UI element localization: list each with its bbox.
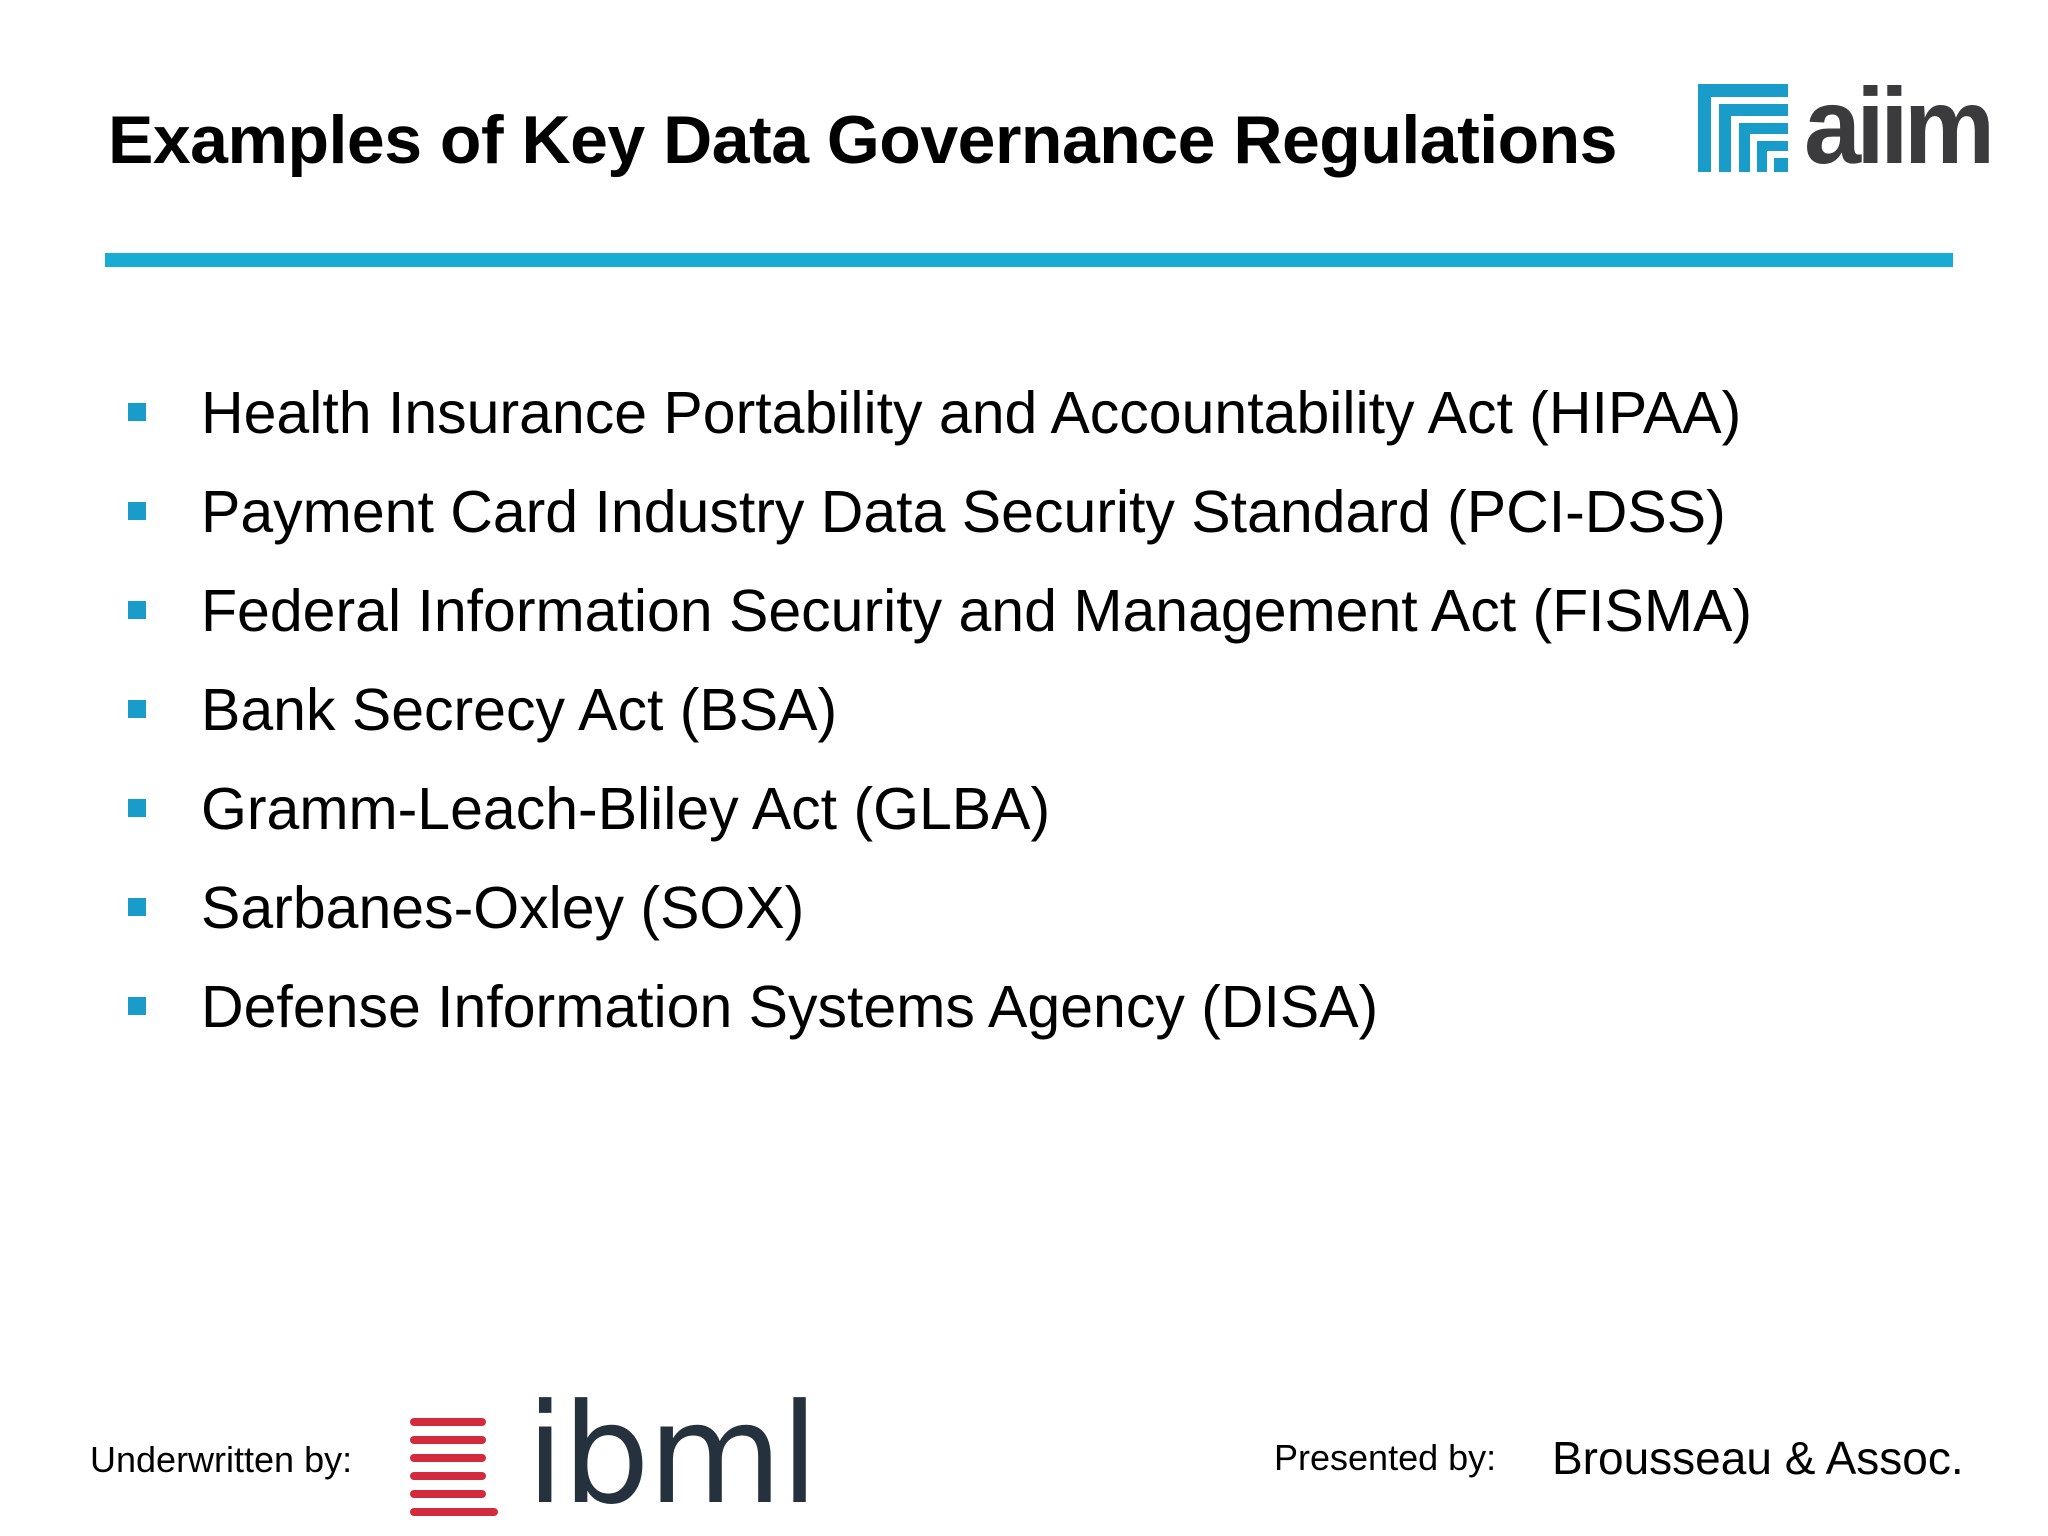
aiim-mark-icon	[1698, 84, 1788, 172]
list-item-text: Payment Card Industry Data Security Standard (PCI-DSS)	[201, 479, 1726, 545]
list-item-text: Federal Information Security and Management Act (FISMA)	[201, 578, 1753, 644]
presenter-name: Brousseau & Assoc.	[1552, 1432, 1964, 1484]
list-item-text: Gramm-Leach-Bliley Act (GLBA)	[201, 776, 1051, 842]
slide-title: Examples of Key Data Governance Regulations	[108, 102, 1617, 178]
list-item-text: Bank Secrecy Act (BSA)	[201, 677, 838, 743]
bullet-square-icon	[128, 700, 146, 718]
aiim-logo	[1698, 65, 1993, 186]
underwritten-label: Underwritten by:	[90, 1439, 353, 1480]
aiim-wordmark: aiim	[1804, 65, 1991, 186]
title-divider	[105, 253, 1953, 267]
bullet-square-icon	[128, 403, 146, 421]
bullet-square-icon	[128, 997, 146, 1015]
list-item-text: Health Insurance Portability and Accountability Act (HIPAA)	[201, 380, 1742, 446]
bullet-square-icon	[128, 502, 146, 520]
bullet-square-icon	[128, 601, 146, 619]
ibml-logo	[410, 1374, 817, 1535]
bullet-square-icon	[128, 898, 146, 916]
ibml-wordmark: ibml	[526, 1374, 817, 1535]
presented-label: Presented by:	[1274, 1437, 1497, 1478]
list-item-text: Sarbanes-Oxley (SOX)	[201, 875, 805, 941]
ibml-lines-icon	[410, 1418, 498, 1518]
list-item-text: Defense Information Systems Agency (DISA)	[201, 974, 1379, 1040]
bullet-square-icon	[128, 799, 146, 817]
